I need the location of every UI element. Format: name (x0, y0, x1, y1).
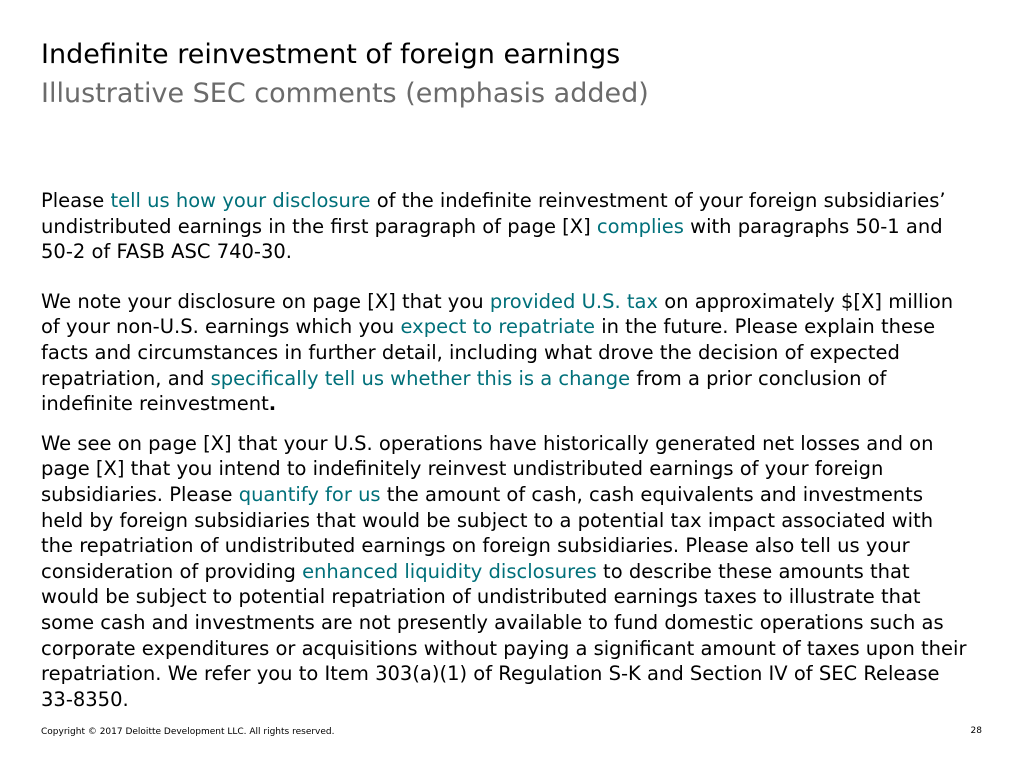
comment-text: of the indefinite reinvestment of your foreign subsidiaries’ undistributed earnings in the first paragraph of page [X] (41, 189, 946, 238)
emphasized-text: provided U.S. tax (489, 289, 659, 313)
emphasized-text: specifically tell us whether this is a change (210, 366, 631, 390)
emphasized-text: tell us how your disclosure (110, 189, 371, 212)
sec-comment-paragraph (41, 188, 971, 265)
comment-text: with paragraphs 50-1 and 50-2 of FASB ASC 740-30. (41, 214, 943, 264)
comment-text: to describe these amounts that would be subject to potential repatriation of undistributed earnings taxes to illustrate that some cash and investments are not presently available to fund domestic operations such as corporate expenditures or acquisitions without paying a significant amount of taxes upon their repatriation. We refer you to Item 303(a)(1) of Regulation S-K and Section IV of SEC Release 33-8350. (41, 559, 967, 711)
emphasized-text: quantify for us (238, 482, 381, 506)
comment-text: We note your disclosure on page [X] that you (41, 289, 490, 313)
comment-text: We see on page [X] that your U.S. operations have historically generated net losses and on page [X] that you intend to indefinitely reinvest undistributed earnings of your foreign subsidiaries. Please (41, 431, 934, 506)
comment-text: Please (41, 189, 111, 212)
comments-body (41, 188, 971, 712)
comment-text: from a prior conclusion of indefinite reinvestment (41, 366, 887, 416)
comment-text: on approximately $[X] million of your non-U.S. earnings which you (41, 289, 954, 339)
copyright-notice: Copyright © 2017 Deloitte Development LLC. All rights reserved. (41, 727, 335, 737)
comment-text: the amount of cash, cash equivalents and investments held by foreign subsidiaries that would be subject to a potential tax impact associated with the repatriation of undistributed earnings on foreign subsidiaries. Please also tell us your consideration of providing (41, 482, 934, 583)
sec-comment-paragraph (41, 289, 971, 417)
page-subtitle: Illustrative SEC comments (emphasis added) (41, 78, 649, 109)
emphasized-text: complies (596, 214, 684, 238)
comment-text: . (268, 392, 277, 416)
page-title: Indefinite reinvestment of foreign earnings (41, 39, 621, 70)
emphasized-text: enhanced liquidity disclosures (302, 559, 597, 583)
comment-text: in the future. Please explain these facts and circumstances in further detail, including what drove the decision of expected repatriation, and (41, 315, 936, 390)
page-number: 28 (970, 726, 982, 736)
emphasized-text: expect to repatriate (400, 315, 595, 339)
sec-comment-paragraph (41, 431, 971, 713)
